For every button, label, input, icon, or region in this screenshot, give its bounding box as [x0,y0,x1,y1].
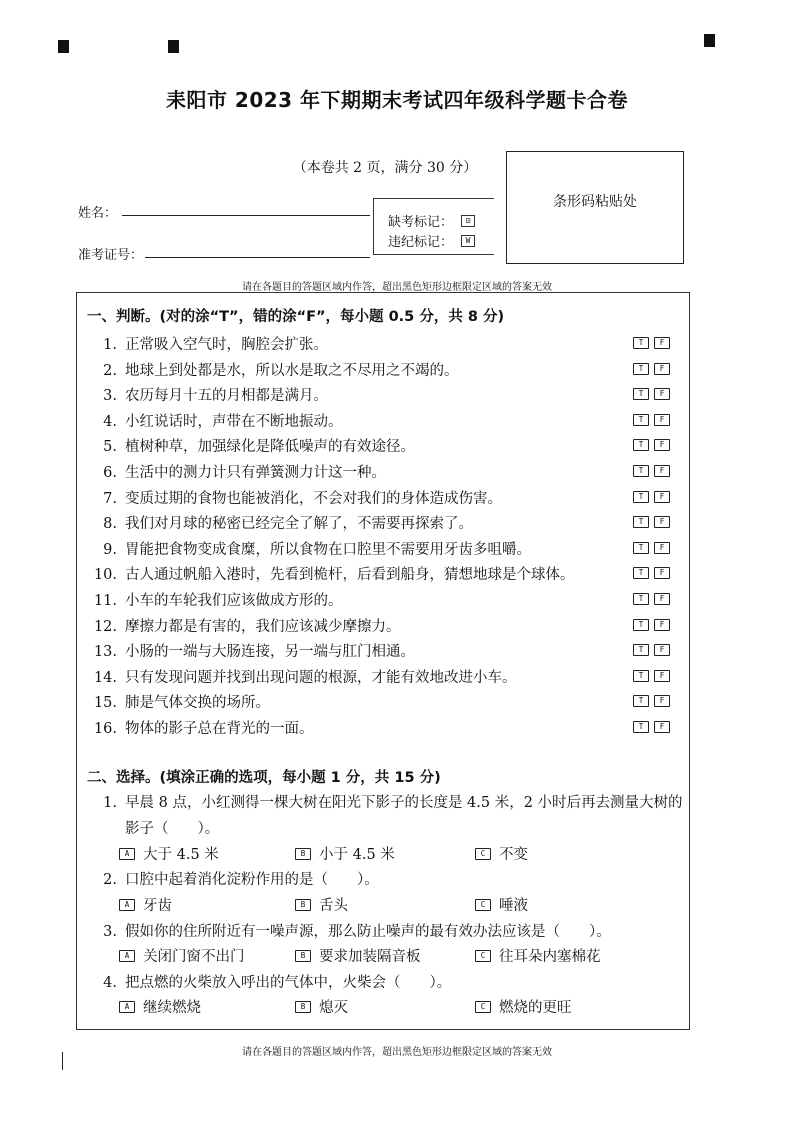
true-bubble[interactable]: T [633,721,649,733]
true-false-bubbles [633,567,670,579]
option-text: 往耳朵内塞棉花 [499,949,601,965]
question-text: 肺是气体交换的场所。 [125,695,270,711]
question-number: 1. [103,795,117,811]
true-false-bubbles [633,388,670,400]
question-number: 1. [103,337,117,353]
true-false-bubbles [633,363,670,375]
option-b[interactable] [295,894,348,915]
question-text: 古人通过帆船入港时，先看到桅杆，后看到船身，猜想地球是个球体。 [125,567,575,583]
false-bubble[interactable]: F [654,593,670,605]
judgement-question [91,384,328,405]
true-bubble[interactable]: T [633,567,649,579]
option-a[interactable] [119,945,245,966]
violation-mark-bubble[interactable]: W [461,235,475,247]
option-c[interactable] [475,843,528,864]
false-bubble[interactable]: F [654,516,670,528]
true-false-bubbles [633,516,670,528]
option-text: 燃烧的更旺 [499,1000,572,1016]
question-text: 变质过期的食物也能被消化，不会对我们的身体造成伤害。 [125,491,502,507]
judgement-question [91,691,270,712]
option-bubble[interactable]: C [475,848,491,860]
option-text: 小于 4.5 米 [319,847,395,863]
absent-mark-bubble[interactable]: ⊡ [461,215,475,227]
choice-question [91,971,451,992]
barcode-label: 条形码粘贴处 [553,193,637,210]
question-text: 小车的车轮我们应该做成方形的。 [125,593,343,609]
true-false-bubbles [633,695,670,707]
question-text: 小肠的一端与大肠连接，另一端与肛门相通。 [125,644,415,660]
question-number: 10. [93,567,117,583]
name-field[interactable] [78,202,117,221]
question-number: 14. [93,670,117,686]
option-bubble[interactable]: A [119,848,135,860]
option-bubble[interactable]: C [475,1001,491,1013]
option-b[interactable] [295,843,395,864]
violation-mark-label: 违纪标记： [388,235,454,250]
true-bubble[interactable]: T [633,516,649,528]
judgement-question [91,435,415,456]
false-bubble[interactable]: F [654,414,670,426]
answer-area-notice-bottom: 请在各题目的答题区域内作答，超出黑色矩形边框限定区域的答案无效 [242,1047,552,1058]
option-a[interactable] [119,843,219,864]
option-text: 熄灭 [319,1000,348,1016]
false-bubble[interactable]: F [654,542,670,554]
option-bubble[interactable]: A [119,950,135,962]
judgement-question [91,563,575,584]
true-bubble[interactable]: T [633,670,649,682]
status-marks-box [373,198,494,255]
true-bubble[interactable]: T [633,388,649,400]
option-text: 舌头 [319,898,348,914]
question-text: 物体的影子总在背光的一面。 [125,721,314,737]
option-bubble[interactable]: B [295,950,311,962]
option-bubble[interactable]: A [119,1001,135,1013]
option-c[interactable] [475,945,601,966]
option-bubble[interactable]: B [295,1001,311,1013]
judgement-question [91,717,314,738]
false-bubble[interactable]: F [654,670,670,682]
answer-area [76,292,690,1030]
option-bubble[interactable]: C [475,950,491,962]
question-number: 13. [93,644,117,660]
question-text: 摩擦力都是有害的，我们应该减少摩擦力。 [125,619,401,635]
false-bubble[interactable]: F [654,465,670,477]
ticket-label: 准考证号： [78,248,144,263]
option-text: 不变 [499,847,528,863]
true-bubble[interactable]: T [633,363,649,375]
question-text: 生活中的测力计只有弹簧测力计这一种。 [125,465,386,481]
option-text: 继续燃烧 [143,1000,201,1016]
question-number: 8. [103,516,117,532]
true-false-bubbles [633,337,670,349]
option-b[interactable] [295,945,421,966]
true-bubble[interactable]: T [633,337,649,349]
question-text: 早晨 8 点，小红测得一棵大树在阳光下影子的长度是 4.5 米，2 小时后再去测量大树的 [125,795,683,811]
question-text: 地球上到处都是水，所以水是取之不尽用之不竭的。 [125,363,459,379]
false-bubble[interactable]: F [654,619,670,631]
question-text-continued: 影子（ ）。 [125,821,220,837]
false-bubble[interactable]: F [654,363,670,375]
question-number: 11. [93,593,117,609]
exam-title: 耒阳市 2023 年下期期末考试四年级科学题卡合卷 [165,88,629,112]
option-text: 要求加装隔音板 [319,949,421,965]
option-a[interactable] [119,996,201,1017]
absent-mark-label: 缺考标记： [388,215,454,230]
option-c[interactable] [475,894,528,915]
true-bubble[interactable]: T [633,414,649,426]
option-text: 牙齿 [143,898,172,914]
option-bubble[interactable]: B [295,899,311,911]
question-text: 胃能把食物变成食糜，所以食物在口腔里不需要用牙齿多咀嚼。 [125,542,531,558]
question-number: 6. [103,465,117,481]
true-bubble[interactable]: T [633,465,649,477]
false-bubble[interactable]: F [654,721,670,733]
question-text: 小红说话时，声带在不断地振动。 [125,414,343,430]
false-bubble[interactable]: F [654,567,670,579]
true-false-bubbles [633,670,670,682]
question-text: 只有发现问题并找到出现问题的根源，才能有效地改进小车。 [125,670,517,686]
question-text: 正常吸入空气时，胸腔会扩张。 [125,337,328,353]
choice-question [91,791,683,812]
name-line [122,214,370,216]
ticket-field[interactable] [78,244,143,263]
page-edge-tick [62,1052,63,1070]
ticket-line [145,256,370,258]
true-false-bubbles [633,619,670,631]
question-number: 5. [103,439,117,455]
question-number: 2. [103,872,117,888]
question-number: 15. [93,695,117,711]
question-number: 12. [93,619,117,635]
exam-subtitle: （本卷共 2 页，满分 30 分） [292,160,478,176]
judgement-question [91,359,459,380]
option-text: 大于 4.5 米 [143,847,219,863]
answer-area-notice-top: 请在各题目的答题区域内作答，超出黑色矩形边框限定区域的答案无效 [242,282,552,293]
true-bubble[interactable]: T [633,593,649,605]
section1-title: 一、判断。(对的涂“T”，错的涂“F”，每小题 0.5 分，共 8 分) [87,309,505,325]
alignment-mark-left [58,40,69,53]
question-text: 把点燃的火柴放入呼出的气体中，火柴会（ ）。 [125,975,452,991]
option-a[interactable] [119,894,172,915]
judgement-question [91,589,343,610]
question-number: 3. [103,924,117,940]
false-bubble[interactable]: F [654,695,670,707]
option-text: 关闭门窗不出门 [143,949,245,965]
question-number: 3. [103,388,117,404]
question-number: 4. [103,975,117,991]
absent-mark-row[interactable] [388,211,475,230]
violation-mark-row[interactable] [388,231,475,250]
judgement-question [91,512,473,533]
choice-question [91,920,611,941]
option-bubble[interactable]: A [119,899,135,911]
question-number: 2. [103,363,117,379]
section2-title: 二、选择。(填涂正确的选项，每小题 1 分，共 15 分) [87,770,441,786]
false-bubble[interactable]: F [654,644,670,656]
true-false-bubbles [633,542,670,554]
judgement-question [91,640,415,661]
true-false-bubbles [633,491,670,503]
judgement-question [91,410,343,431]
choice-question [91,868,379,889]
true-false-bubbles [633,439,670,451]
question-number: 7. [103,491,117,507]
judgement-question [91,615,401,636]
false-bubble[interactable]: F [654,439,670,451]
true-false-bubbles [633,465,670,477]
option-b[interactable] [295,996,348,1017]
true-false-bubbles [633,414,670,426]
option-c[interactable] [475,996,572,1017]
alignment-mark-right [704,34,715,47]
question-number: 4. [103,414,117,430]
true-bubble[interactable]: T [633,542,649,554]
true-false-bubbles [633,721,670,733]
true-false-bubbles [633,644,670,656]
option-bubble[interactable]: B [295,848,311,860]
true-bubble[interactable]: T [633,644,649,656]
option-text: 唾液 [499,898,528,914]
judgement-question [91,538,531,559]
true-bubble[interactable]: T [633,491,649,503]
true-bubble[interactable]: T [633,619,649,631]
question-text: 我们对月球的秘密已经完全了解了，不需要再探索了。 [125,516,473,532]
name-label: 姓名： [78,206,118,221]
true-bubble[interactable]: T [633,439,649,451]
question-text: 植树种草，加强绿化是降低噪声的有效途径。 [125,439,415,455]
false-bubble[interactable]: F [654,337,670,349]
choice-question-continued [125,817,219,838]
question-number: 9. [103,542,117,558]
judgement-question [91,487,502,508]
true-false-bubbles [633,593,670,605]
false-bubble[interactable]: F [654,491,670,503]
judgement-question [91,461,386,482]
barcode-area [506,151,684,264]
false-bubble[interactable]: F [654,388,670,400]
alignment-mark-center [168,40,179,53]
question-text: 口腔中起着消化淀粉作用的是（ ）。 [125,872,379,888]
true-bubble[interactable]: T [633,695,649,707]
question-text: 假如你的住所附近有一噪声源，那么防止噪声的最有效办法应该是（ ）。 [125,924,611,940]
option-bubble[interactable]: C [475,899,491,911]
judgement-question [91,333,328,354]
judgement-question [91,666,517,687]
question-number: 16. [93,721,117,737]
question-text: 农历每月十五的月相都是满月。 [125,388,328,404]
